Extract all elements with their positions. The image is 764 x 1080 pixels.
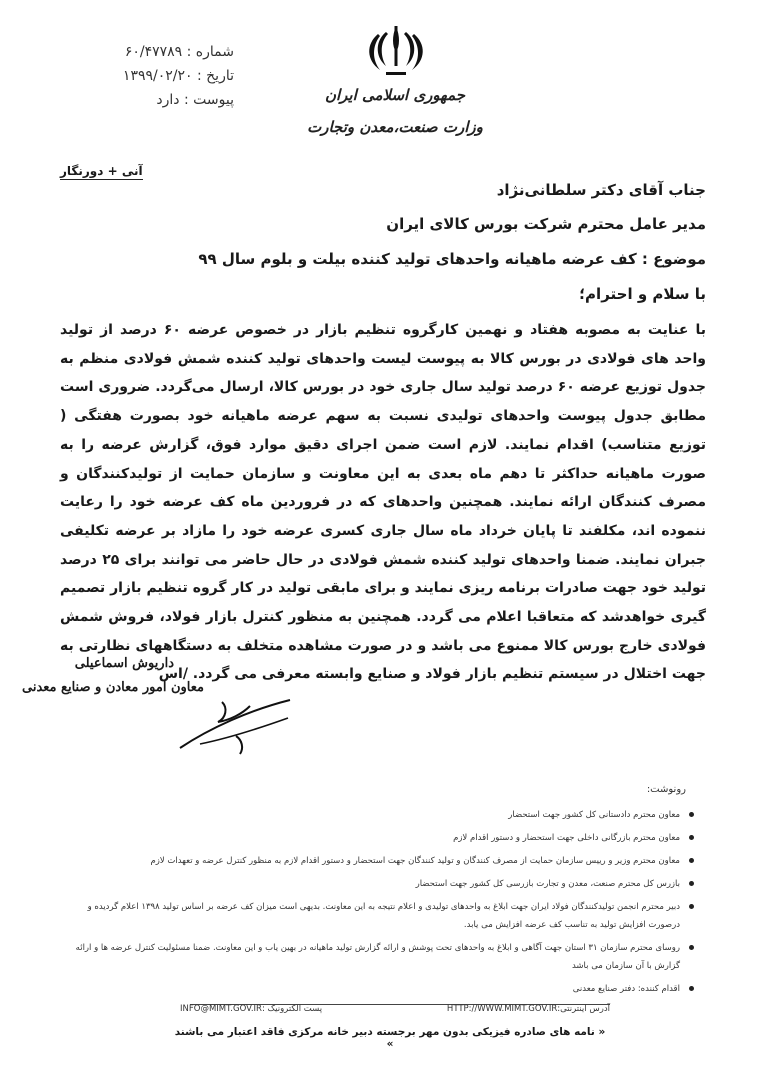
letter-body: با عنایت به مصوبه هفتاد و نهمین کارگروه تنظیم بازار در خصوص عرضه ۶۰ درصد از تولید واحد های فولادی در بورس کالا به پیوست لیست واحدهای تولید کننده شمش فولادی منظم به جدول توزیع عرضه ۶۰ درصد تولید سال جاری خود در بورس کالا، ارسال می‌گردد. ضروری است مطابق جدول پیوست واحدهای تولیدی نسبت به سهم عرضه ماهیانه خود بصورت هفتگی ( توزیع متناسب) اقدام نمایند. لازم است ضمن اجرای دقیق موارد فوق، گزارش عرضه را به صورت ماهیانه حداکثر تا دهم ماه بعدی به این معاونت و سازمان حمایت از تولیدکنندگان و مصرف کنندگان ارائه نمایند. همچنین واحدهای که در فروردین ماه کف عرضه خود را رعایت ننموده اند، مکلفند تا پایان خرداد ماه سال جاری کسری عرضه خود را مازاد بر عرضه تکلیفی جبران نمایند. ضمنا واحدهای تولید کننده شمش فولادی در حال حاضر می توانند برای ۲۵ درصد تولید خود جهت صادرات برنامه ریزی نمایند و برای مابقی تولید در کار گروه تنظیم بازار تصمیم گیری خواهدشد که متعاقبا اعلام می گردد. همچنین به منظور کنترل بازار فولاد، فروش شمش فولادی خارج بورس کالا ممنوع می باشد و در صورت مشاهده متخلف به دستگاههای نظارتی به جهت اختلال در سیستم تنظیم بازار فولاد و صنایع وابسته معرفی می گردد. /اس bbox=[60, 322, 707, 683]
iran-emblem-icon bbox=[356, 22, 436, 82]
letter-attachment: پیوست : دارد bbox=[156, 92, 234, 108]
footer-website: آدرس اینترنتی:HTTP://WWW.MIMT.GOV.IR bbox=[446, 1004, 610, 1014]
letter-date: تاریخ : ۱۳۹۹/۰۲/۲۰ bbox=[122, 68, 234, 84]
signature-icon bbox=[170, 688, 300, 768]
cc-item: بازرس کل محترم صنعت، معدن و تجارت بازرسی کل کشور جهت استحضار bbox=[54, 875, 694, 893]
signatory-title: معاون امور معادن و صنایع معدنی bbox=[22, 680, 204, 695]
ministry-caption: وزارت صنعت،معدن وتجارت bbox=[307, 118, 483, 136]
greeting: با سلام و احترام؛ bbox=[579, 285, 706, 303]
letter-number: شماره : ۶۰/۴۷۷۸۹ bbox=[124, 44, 234, 60]
cc-item: معاون محترم بازرگانی داخلی جهت استحضار و دستور اقدام لازم bbox=[54, 829, 694, 847]
cc-title: رونوشت: bbox=[646, 784, 686, 795]
cc-item: معاون محترم دادستانی کل کشور جهت استحضار bbox=[54, 806, 694, 824]
letter-meta bbox=[64, 40, 234, 112]
signatory-name: داریوش اسماعیلی bbox=[74, 656, 174, 671]
cc-item: دبیر محترم انجمن تولیدکنندگان فولاد ایران جهت ابلاغ به واحدهای تولیدی و اعلام نتیجه به این معاونت. بدیهی است میزان کف عرضه بر اساس تولید ۱۳۹۸ اعلام گردیده و درصورت افزایش تولید به تناسب کف عرضه افزایش می یابد. bbox=[54, 898, 694, 934]
cc-item: اقدام کننده: دفتر صنایع معدنی bbox=[54, 980, 694, 998]
letter-subject: موضوع : کف عرضه ماهیانه واحدهای تولید کننده بیلت و بلوم سال ۹۹ bbox=[198, 250, 706, 268]
cc-item: معاون محترم وزیر و رییس سازمان حمایت از مصرف کنندگان و تولید کنندگان جهت استحضار و دستور اقدام لازم به منظور کنترل عرضه و تعهدات لازم bbox=[54, 852, 694, 870]
country-caption: جمهوری اسلامی ایران bbox=[324, 86, 466, 104]
footer-note: « نامه های صادره فیزیکی بدون مهر برجسته دبیر خانه مرکزی فاقد اعتبار می باشند » bbox=[174, 1026, 606, 1050]
footer-email: پست الکترونیک :INFO@MIMT.GOV.IR bbox=[180, 1004, 323, 1014]
cc-list bbox=[54, 806, 694, 1003]
footer-contact bbox=[180, 1004, 610, 1014]
recipient-name: جناب آقای دکتر سلطانی‌نژاد bbox=[496, 181, 706, 199]
recipient-position: مدیر عامل محترم شرکت بورس کالای ایران bbox=[386, 215, 706, 233]
cc-item: روسای محترم سازمان ۳۱ استان جهت آگاهی و ابلاغ به واحدهای تحت پوشش و ارائه گزارش تولید ماهیانه در بهین یاب و این معاونت. ضمنا مسئولیت کنترل عرضه ها و ارائه گزارش با آن سازمان می باشد bbox=[54, 939, 694, 975]
urgency-label: آنی + دورنگار bbox=[60, 164, 143, 178]
